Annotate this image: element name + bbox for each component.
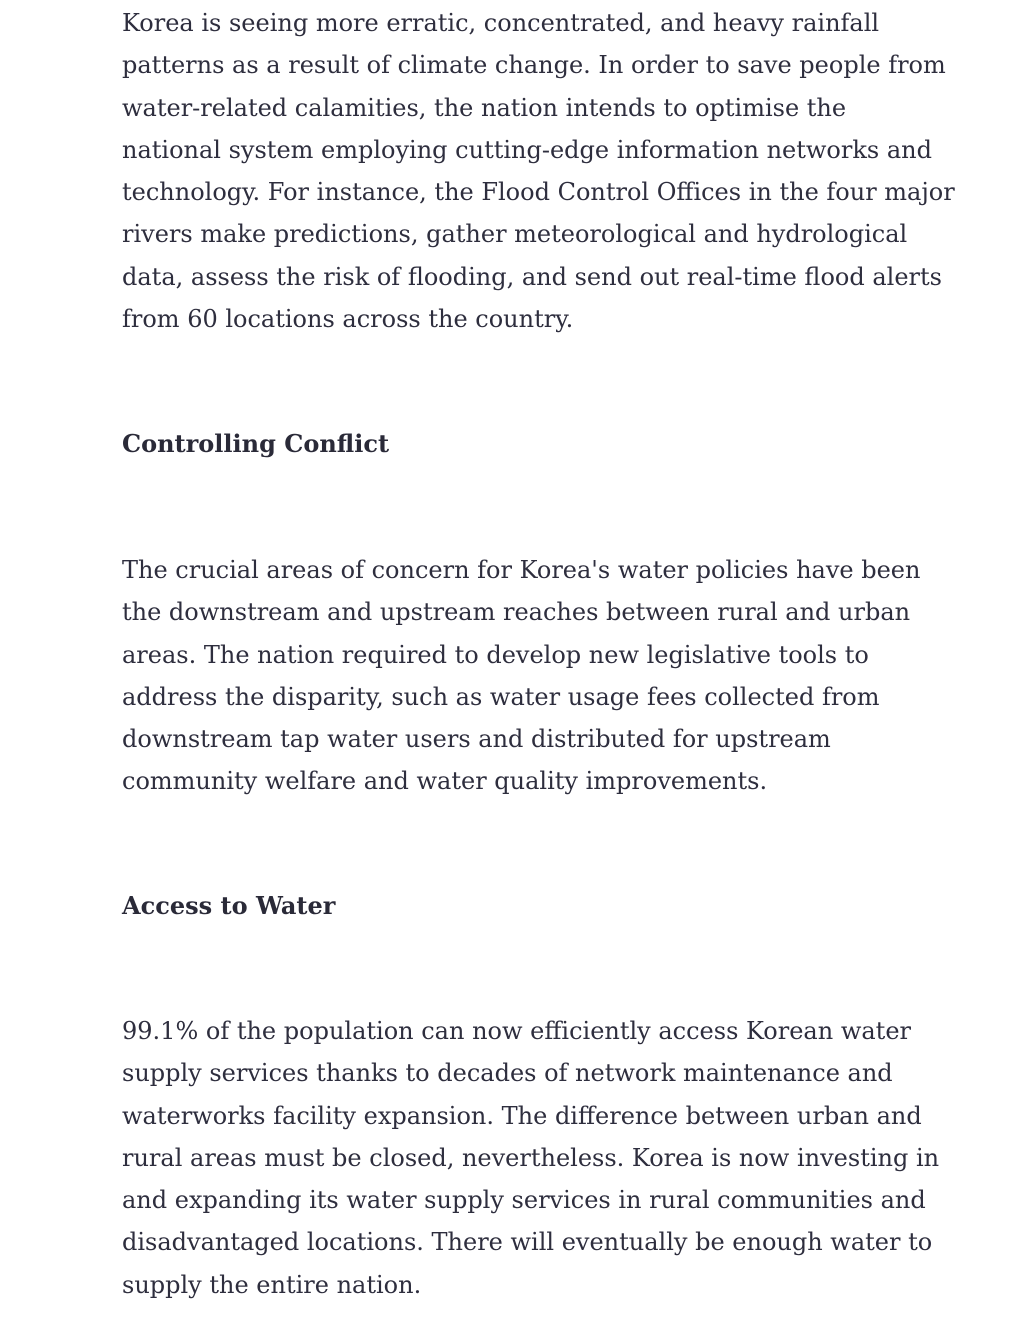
text-line: supply the entire nation. bbox=[122, 1270, 422, 1299]
text-line: national system employing cutting-edge information networks and bbox=[122, 135, 932, 164]
text-line: and expanding its water supply services in rural communities and bbox=[122, 1186, 926, 1215]
paragraph-access-to-water bbox=[122, 1010, 940, 1306]
text-line: The crucial areas of concern for Korea's water policies have been bbox=[122, 556, 921, 584]
text-line: address the disparity, such as water usage fees collected from bbox=[122, 682, 880, 711]
paragraph-controlling-conflict bbox=[122, 549, 921, 803]
text-line: water-related calamities, the nation intends to optimise the bbox=[122, 93, 847, 122]
text-line: rural areas must be closed, nevertheless. Korea is now investing in bbox=[122, 1143, 940, 1172]
text-line: 99.1% of the population can now efficiently access Korean water bbox=[122, 1017, 911, 1045]
text-line: technology. For instance, the Flood Control Offices in the four major bbox=[122, 178, 955, 207]
text-line: Korea is seeing more erratic, concentrated, and heavy rainfall bbox=[122, 9, 880, 37]
text-line: rivers make predictions, gather meteorological and hydrological bbox=[122, 220, 908, 249]
text-line: patterns as a result of climate change. In order to save people from bbox=[122, 51, 946, 80]
text-line: downstream tap water users and distributed for upstream bbox=[122, 725, 831, 754]
section-heading-controlling-conflict: Controlling Conflict bbox=[122, 429, 390, 458]
text-line: supply services thanks to decades of network maintenance and bbox=[122, 1059, 893, 1088]
text-line: disadvantaged locations. There will eventually be enough water to bbox=[122, 1228, 933, 1257]
section-heading-access-to-water: Access to Water bbox=[122, 891, 336, 920]
text-line: data, assess the risk of flooding, and send out real-time flood alerts bbox=[122, 262, 942, 291]
text-line: the downstream and upstream reaches between rural and urban bbox=[122, 598, 911, 627]
text-line: areas. The nation required to develop new legislative tools to bbox=[122, 640, 869, 669]
text-line: community welfare and water quality improvements. bbox=[122, 767, 768, 796]
paragraph-flood-control bbox=[122, 2, 955, 340]
text-line: from 60 locations across the country. bbox=[122, 305, 574, 334]
text-line: waterworks facility expansion. The difference between urban and bbox=[122, 1101, 922, 1130]
